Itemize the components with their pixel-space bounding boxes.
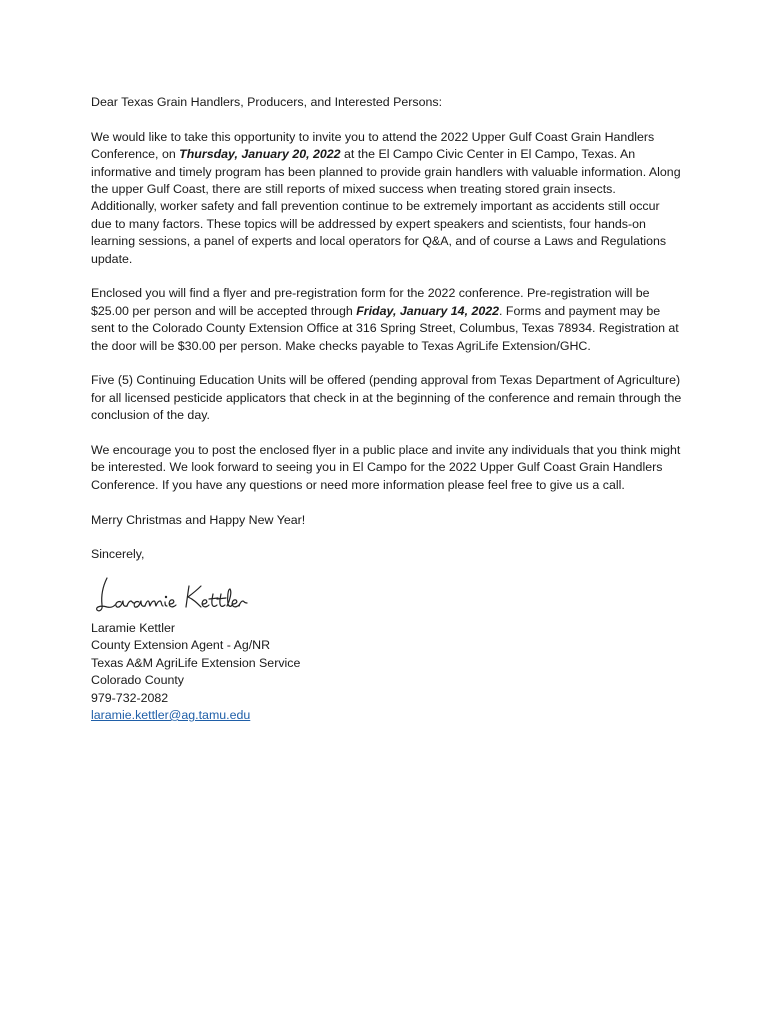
paragraph-ceu: Five (5) Continuing Education Units will be offered (pending approval from Texas Department of Agriculture) for all licensed pesticide applicators that check in at the beginning of the conference and remain through the conclusion of the day. (91, 373, 682, 423)
paragraph-encourage: We encourage you to post the enclosed flyer in a public place and invite any individuals that you think might be interested. We look forward to seeing you in El Campo for the 2022 Upper Gulf Coast Grain Handlers Conference. If you have any questions or need more information please feel free to give us a call. (91, 443, 681, 492)
registration-deadline: Friday, January 14, 2022 (356, 303, 500, 318)
sender-phone: 979-732-2082 (91, 690, 169, 705)
paragraph-registration-text: Enclosed you will find a flyer and pre-registration form for the 2022 conference. Pre-registration will be $25.00 per person and will be accepted through (91, 286, 650, 318)
handwritten-signature (93, 572, 253, 620)
paragraph-registration-text-cont: . Forms and payment may be sent to the Colorado County Extension Office at 316 Spring Street, Columbus, Texas 78934. Registration at the door will be $30.00 per person. Make checks payable to Texas AgriLife Extension/GHC. (91, 303, 679, 353)
paragraph-registration (91, 285, 683, 355)
sender-title: County Extension Agent - Ag/NR (91, 638, 271, 653)
letter-page (91, 94, 683, 724)
sender-organization: Texas A&M AgriLife Extension Service (91, 655, 301, 670)
sender-email-link[interactable]: laramie.kettler@ag.tamu.edu (91, 707, 251, 722)
closing: Sincerely, (91, 547, 145, 562)
paragraph-invitation-text-cont: at the El Campo Civic Center in El Campo, Texas. An informative and timely program has been planned to provide grain handlers with valuable information. Along the upper Gulf Coast, there are still reports of mixed success when treating stored grain insects. Additionally, worker safety and fall prevention continue to be extremely important as accidents still occur due to many factors. These topics will be addressed by expert speakers and scientists, four hands-on learning sessions, a panel of experts and local operators for Q&A, and of course a Laws and Regulations update. (91, 147, 681, 266)
paragraph-invitation (91, 129, 683, 268)
paragraph-invitation-text: We would like to take this opportunity to invite you to attend the 2022 Upper Gulf Coast Grain Handlers Conference, on (91, 129, 655, 162)
sender-block (91, 620, 683, 724)
sender-county: Colorado County (91, 673, 184, 688)
salutation: Dear Texas Grain Handlers, Producers, and Interested Persons: (91, 95, 443, 109)
holiday-greeting: Merry Christmas and Happy New Year! (91, 512, 306, 527)
conference-date: Thursday, January 20, 2022 (179, 147, 341, 162)
sender-name: Laramie Kettler (91, 620, 176, 635)
